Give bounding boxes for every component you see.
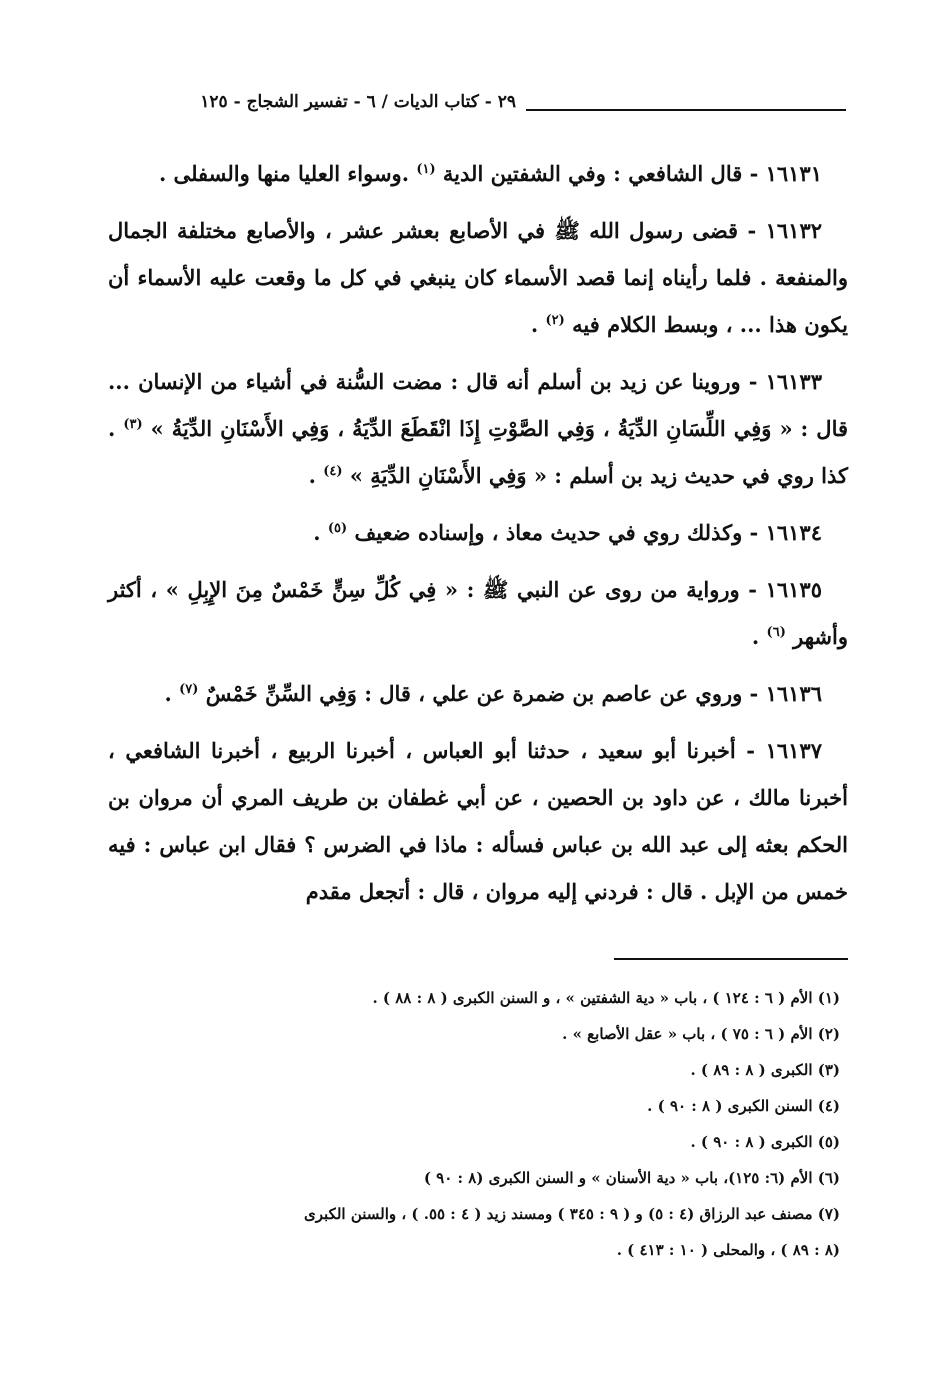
paragraph-text-end: . — [308, 463, 316, 488]
footnote-ref: (١) — [416, 162, 436, 177]
paragraph-number: ١٦١٣٥ — [765, 577, 822, 602]
footnotes — [100, 980, 840, 1268]
paragraph-number: ١٦١٣٧ — [765, 738, 822, 763]
paragraph-text: - قضى رسول الله ﷺ في الأصابع بعشر عشر ، والأصابع مختلفة الجمال والمنفعة . فلما رأيناه إنما قصد الأسماء كان ينبغي في كل ما وقعت عليه الأسماء أن يكون هذا ... ، وبسط الكلام فيه — [108, 218, 848, 337]
footnote-7: (٧) مصنف عبد الرزاق (٤ : ٥) و ( ٩ : ٣٤٥ ) ومسند زيد ( ٤ : ٥٥. ) ، والسنن الكبرى — [304, 1205, 840, 1223]
footnote-ref: (٢) — [545, 313, 565, 328]
paragraph-text-end: . — [164, 681, 172, 706]
paragraph-text: - وكذلك روي في حديث معاذ ، وإسناده ضعيف — [354, 520, 759, 545]
paragraph-number: ١٦١٣٤ — [765, 520, 822, 545]
running-header — [110, 92, 846, 126]
paragraph-16133 — [108, 358, 848, 499]
paragraph-number: ١٦١٣١ — [765, 161, 822, 186]
paragraph-text: - وروينا عن زيد بن أسلم أنه قال : مضت السُّنة في أشياء من الإنسان ... قال : « وَفِي اللِّسَانِ الدِّيَةُ ، وَفِي الصَّوْتِ إِذَا انْقَطَعَ الدِّيَةُ ، وَفِي الأَسْنَانِ الدِّيَةُ » — [108, 369, 849, 441]
footnote-ref: (٦) — [766, 625, 786, 640]
paragraph-16134 — [108, 509, 848, 556]
paragraph-number: ١٦١٣٣ — [765, 369, 822, 394]
paragraph-number: ١٦١٣٢ — [765, 218, 823, 243]
header-title: ٢٩ - كتاب الديات / ٦ - تفسير الشجاج - ١٢٥ — [200, 92, 516, 112]
footnote-ref: (٤) — [323, 464, 343, 479]
paragraph-text-end: . — [751, 624, 760, 649]
paragraph-text-end: . — [313, 520, 321, 545]
paragraph-text: - قال الشافعي : وفي الشفتين الدية — [442, 161, 759, 186]
footnote-ref: (٣) — [123, 417, 143, 432]
paragraph-text-end: .وسواء العليا منها والسفلى . — [158, 161, 409, 186]
footnote-1: (١) الأم ( ٦ : ١٢٤ ) ، باب « دية الشفتين » ، و السنن الكبرى ( ٨ : ٨٨ ) . — [372, 989, 840, 1007]
footnote-2: (٢) الأم ( ٦ : ٧٥ ) ، باب « عقل الأصابع » . — [562, 1025, 840, 1043]
paragraph-text: - وروي عن عاصم بن ضمرة عن علي ، قال : وَفِي السِّنِّ خَمْسٌ — [205, 681, 759, 706]
paragraph-16131 — [108, 150, 848, 197]
footnote-4: (٤) السنن الكبرى ( ٨ : ٩٠ ) . — [647, 1097, 840, 1115]
paragraph-16136 — [108, 670, 848, 717]
footnote-7-continuation: (٨ : ٨٩ ) ، والمحلى ( ١٠ : ٤١٣ ) . — [616, 1241, 840, 1259]
footnote-6: (٦) الأم (٦: ١٢٥)، باب « دية الأسنان » و السنن الكبرى (٨ : ٩٠ ) — [423, 1169, 840, 1187]
footnote-ref: (٥) — [327, 521, 348, 536]
paragraph-text-end: . — [530, 312, 539, 337]
footnote-5: (٥) الكبرى ( ٨ : ٩٠ ) . — [690, 1133, 840, 1151]
footnote-separator — [614, 958, 848, 960]
paragraph-16137 — [108, 727, 848, 915]
header-rule — [526, 109, 846, 111]
paragraph-16135 — [108, 566, 848, 660]
paragraph-number: ١٦١٣٦ — [765, 681, 822, 706]
footnote-3: (٣) الكبرى ( ٨ : ٨٩ ) . — [690, 1061, 840, 1079]
main-text — [108, 150, 848, 925]
footnote-ref: (٧) — [179, 682, 199, 697]
paragraph-text-mid: . كذا روي في حديث زيد بن أسلم : « وَفِي الأَسْنَانِ الدِّيَةِ » — [108, 416, 848, 488]
paragraph-16132 — [108, 207, 848, 348]
paragraph-text: - أخبرنا أبو سعيد ، حدثنا أبو العباس ، أخبرنا الربيع ، أخبرنا الشافعي ، أخبرنا مالك ، عن داود بن الحصين ، عن أبي غطفان بن طريف المري أن مروان بن الحكم بعثه إلى عبد الله بن عباس فسأله : ماذا في الضرس ؟ فقال ابن عباس : فيه خمس من الإبل . قال : فردني إليه مروان ، قال : أتجعل مقدم — [108, 738, 848, 904]
paragraph-text: - ورواية من روى عن النبي ﷺ : « فِي كُلِّ سِنٍّ خَمْسٌ مِنَ الإِبِلِ » ، أكثر وأشهر — [108, 577, 848, 649]
